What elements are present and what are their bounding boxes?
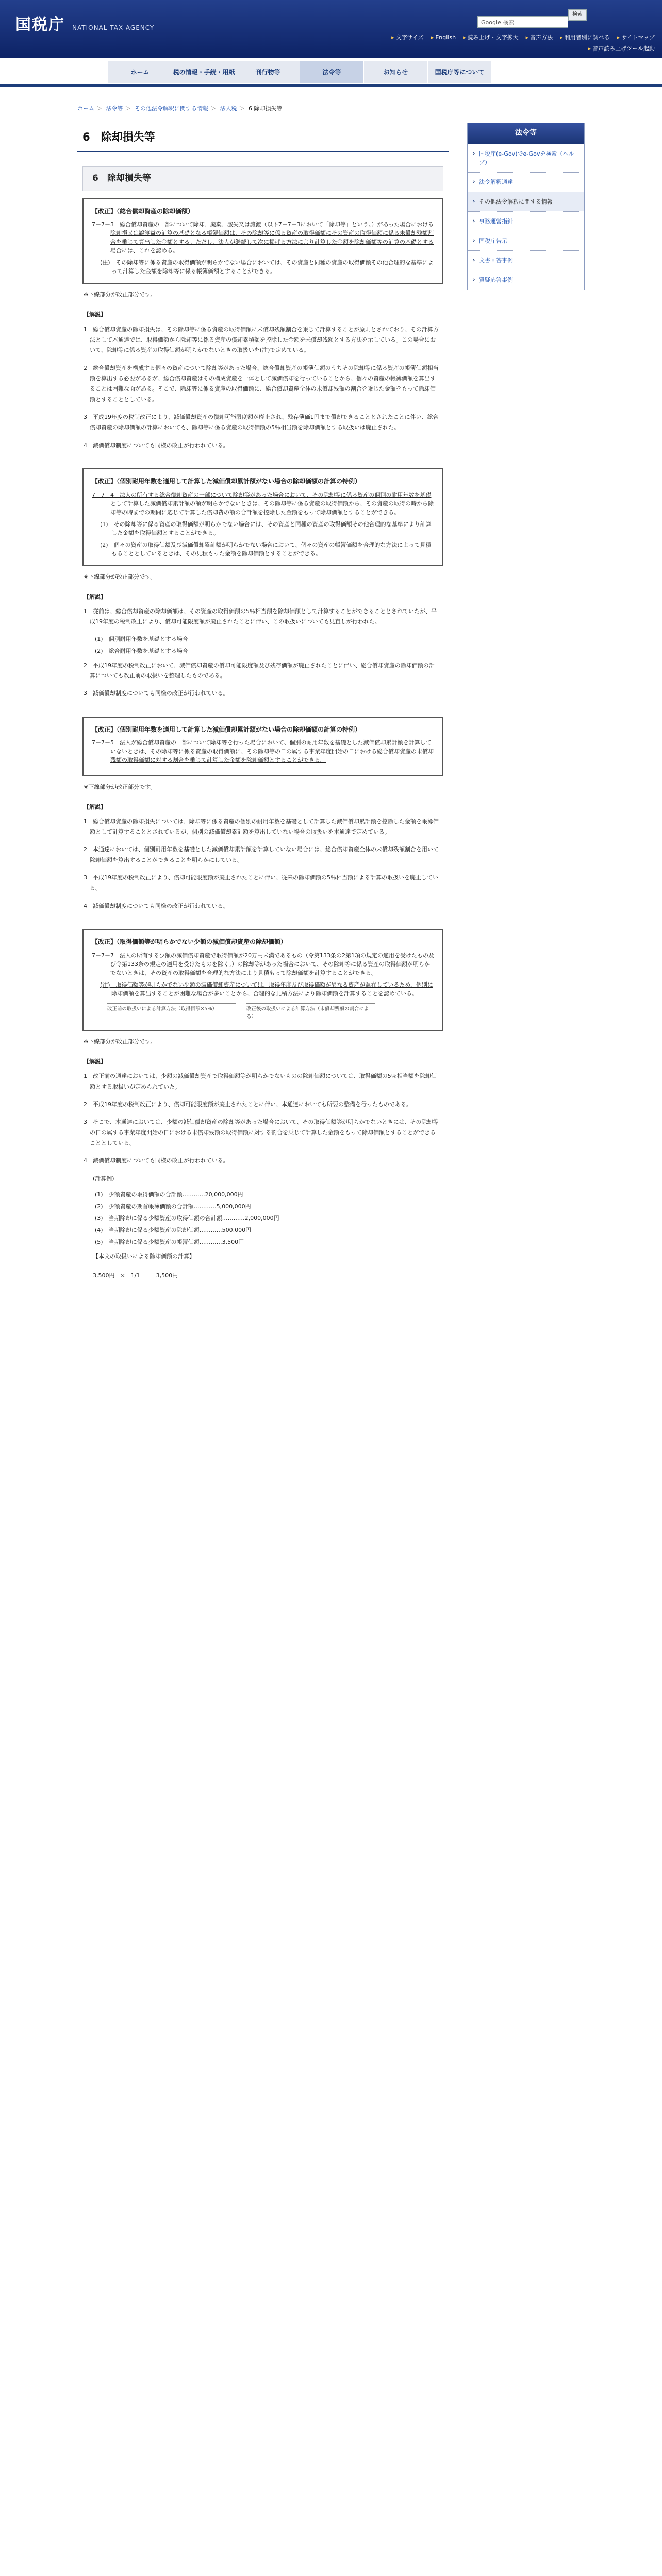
link-voice[interactable]: ▸ 音声方法 bbox=[526, 33, 553, 42]
nav-laws[interactable]: 法令等 bbox=[300, 61, 364, 83]
sidebar-item-qa[interactable]: › 質疑応答事例 bbox=[468, 270, 584, 290]
link-font-size[interactable]: ▸ 文字サイズ bbox=[391, 33, 424, 42]
comparison-col-after: 改正後の取扱いによる計算方法（未償却残額の割合による） bbox=[246, 1003, 375, 1021]
commentary-para: 2 平成19年度の税制改正において、減価償却資産の償却可能限度額及び残存価額が廃止されたことに伴い、総合償却資産の除却価額の計算についても改正前の取扱いを整理したものである。 bbox=[84, 662, 435, 680]
page-title: 6 除却損失等 bbox=[77, 123, 449, 152]
sidebar-title: 法令等 bbox=[468, 123, 584, 144]
commentary-para: 2 平成19年度の税制改正により、償却可能限度額が廃止されたことに伴い、本通達においても所要の整備を行ったものである。 bbox=[84, 1101, 412, 1108]
revision-box-4 bbox=[82, 929, 443, 1031]
revision-box-2 bbox=[82, 468, 443, 566]
link-readaloud[interactable]: ▸ 読み上げ・文字拡大 bbox=[463, 33, 519, 42]
method-list bbox=[95, 635, 449, 655]
link-voice-tool[interactable]: ▸ 音声読み上げツール起動 bbox=[588, 44, 655, 53]
commentary-para: 3 減価償却制度についても同様の改正が行われている。 bbox=[84, 690, 229, 697]
section-title: 6 除却損失等 bbox=[82, 166, 443, 191]
commentary-para: 2 総合償却資産を構成する個々の資産について除却等があった場合、総合償却資産の帳簿価額のうちその除却等に係る資産の帳簿価額相当額を算出する必要があるが、総合償却資産はその構成資産を一体として減価償却を行っていることから、個々の資産の帳簿価額を算出することは困難な面がある。そこで、除却等に係る資産の取得価額に、総合償却資産全体の未償却残額の割合を乗じた金額をもって除却価額とすることとしている。 bbox=[84, 364, 439, 403]
list-item: (5) 当期除却に係る少額資産の帳簿価額…………3,500円 bbox=[95, 1239, 244, 1246]
revision-box-label: 【改正】（取得価額等が明らかでない少額の減価償却資産の除却価額） bbox=[92, 938, 287, 946]
revision-box-label: 【改正】（個別耐用年数を適用して計算した減価償却累計額がない場合の除却価額の計算の特例） bbox=[92, 477, 361, 485]
revision-text: 7－7－7 法人の所有する少額の減価償却資産で取得価額が20万円未満であるもの（令第133条の2第1項の規定の適用を受けたもの及び令第133条の規定の適用を受けたものを除く。）の除却等があった場合において、その除却等に係る資産の取得価額が明らかでないときは、その資産の取得価額を合理的な方法により見積もって除却価額を計算することができる。 bbox=[92, 952, 434, 976]
list-item: (4) 当期除却に係る少額資産の除却価額…………500,000円 bbox=[95, 1227, 252, 1234]
breadcrumb-corporate[interactable]: 法人税 bbox=[220, 105, 237, 112]
comparison-col-before: 改正前の取扱いによる計算方法（取得価額×5%） bbox=[107, 1003, 236, 1021]
nav-about[interactable]: 国税庁等について bbox=[428, 61, 492, 83]
revision-box-label: 【改正】（総合償却資産の除却価額） bbox=[92, 207, 194, 215]
comparison-columns bbox=[107, 1003, 434, 1021]
list-item: (1) 少額資産の取得価額の合計額…………20,000,000円 bbox=[95, 1191, 243, 1198]
link-sitemap[interactable]: ▸ サイトマップ bbox=[617, 33, 655, 42]
breadcrumb-current: 6 除却損失等 bbox=[249, 105, 283, 112]
search-area bbox=[472, 9, 587, 28]
commentary-para: 1 改正前の通達においては、少額の減価償却資産で取得価額等が明らかでないものの除却価額については、取得価額の5％相当額を除却価額とする取扱いが定められていた。 bbox=[84, 1073, 437, 1090]
revision-footnote: ※下線部分が改正部分です。 bbox=[84, 573, 156, 580]
revision-box-1 bbox=[82, 198, 443, 284]
site-name-en: NATIONAL TAX AGENCY bbox=[72, 24, 155, 31]
revision-text: 7－7－4 法人の所有する総合償却資産の一部について除却等があった場合において、その除却等に係る資産の個別の耐用年数を基礎として計算した減価償却累計額の額が明らかでないときは、その除却等に係る資産の取得価額から、その資産の取得の時から除却等の時までの期間に応じて計算した償却費の額の合計額を控除した金額をもって除却価額とすることができる。 bbox=[92, 491, 434, 516]
global-nav bbox=[108, 61, 492, 83]
calc-example-label: (計算例) bbox=[93, 1175, 114, 1182]
link-by-user[interactable]: ▸ 利用者別に調べる bbox=[560, 33, 610, 42]
main-content bbox=[77, 123, 449, 1288]
nav-notices[interactable]: お知らせ bbox=[364, 61, 428, 83]
revision-box-3 bbox=[82, 717, 443, 776]
revision-box-label: 【改正】（個別耐用年数を適用して計算した減価償却累計額がない場合の除却価額の計算の特例） bbox=[92, 725, 361, 733]
commentary-para: 4 減価償却制度についても同様の改正が行われている。 bbox=[84, 442, 229, 449]
sidebar-item-guidelines[interactable]: › 事務運営指針 bbox=[468, 211, 584, 231]
commentary-label: 【解説】 bbox=[84, 1058, 106, 1065]
nav-tax-info[interactable]: 税の情報・手続・用紙 bbox=[172, 61, 236, 83]
revision-footnote: ※下線部分が改正部分です。 bbox=[84, 291, 156, 298]
breadcrumb: ホーム ＞ 法令等 ＞ その他法令解釈に関する情報 ＞ 法人税 ＞ 6 除却損失等 bbox=[77, 105, 283, 112]
commentary-para: 4 減価償却制度についても同様の改正が行われている。 bbox=[84, 1157, 229, 1164]
commentary-para: 3 そこで、本通達においては、少額の減価償却資産の除却等があった場合において、その取得価額等が明らかでないときには、その除却等の日の属する事業年度開始の日における未償却残額の取得価額に対する割合を乗じて計算した金額をもって除却価額とすることができることとしている。 bbox=[84, 1118, 439, 1147]
breadcrumb-laws[interactable]: 法令等 bbox=[106, 105, 123, 112]
sidebar-item-responses[interactable]: › 文書回答事例 bbox=[468, 250, 584, 270]
revision-note: (注) その除却等に係る資産の取得価額が明らかでない場合においては、その資産と同種の資産の取得価額その他合理的な基準によって計算した金額を除却等に係る帳簿価額とすることができる。 bbox=[100, 259, 434, 275]
commentary-label: 【解説】 bbox=[84, 803, 106, 810]
list-item: (2) 少額資産の期首帳簿価額の合計額…………5,000,000円 bbox=[95, 1203, 251, 1210]
commentary-para: 4 減価償却制度についても同様の改正が行われている。 bbox=[84, 902, 229, 909]
nav-underline bbox=[0, 84, 662, 87]
revision-text: 7－7－5 法人が総合償却資産の一部について除却等を行った場合において、個別の耐用年数を基礎とした減価償却累計額を計算していないときは、その除却等に係る資産の取得価額に、その除却等の日の属する事業年度開始の日における総合償却資産の未償却残額の取得価額に対する割合を乗じて計算した金額を除却価額とすることができる。 bbox=[92, 739, 434, 764]
revision-text: 7－7－3 総合償却資産の一部について除却、廃棄、滅失又は譲渡（以下7－7－3において「除却等」という。）があった場合における除却損又は譲渡益の計算の基礎となる帳簿価額は、その除却等に係る資産の取得価額にその資産の取得価額に係る未償却残額割合を乗じて算出した金額とする。ただし、法人が継続して次に掲げる方法により計算した金額を除却価額等の計算の基礎とする場合には、これを認める。 bbox=[92, 221, 434, 255]
revision-footnote: ※下線部分が改正部分です。 bbox=[84, 1038, 156, 1045]
commentary-para: 2 本通達においては、個別耐用年数を基礎とした減価償却累計額を計算していない場合には、総合償却資産全体の未償却残額割合を用いて除却価額を算出することができることを明らかにしている。 bbox=[84, 846, 439, 863]
commentary-para: 1 従前は、総合償却資産の除却価額は、その資産の取得価額の5％相当額を除却価額として計算することができることとされていたが、平成19年度の税制改正により、償却可能限度額が廃止されたことに伴い、この取扱いについても見直しが行われた。 bbox=[84, 607, 437, 625]
sidebar bbox=[467, 123, 585, 290]
revision-footnote: ※下線部分が改正部分です。 bbox=[84, 783, 156, 790]
search-input[interactable]: Google 検索 bbox=[477, 16, 568, 28]
calc-result-label: 【本文の取扱いによる除却価額の計算】 bbox=[93, 1253, 195, 1260]
breadcrumb-home[interactable]: ホーム bbox=[77, 105, 94, 112]
list-item: (3) 当期除却に係る少額資産の取得価額の合計額…………2,000,000円 bbox=[95, 1215, 279, 1222]
nav-publications[interactable]: 刊行物等 bbox=[236, 61, 300, 83]
revision-note: (注) 取得価額等が明らかでない少額の減価償却資産については、取得年度及び取得価額が異なる資産が混在しているため、個別に除却価額を算出することが困難な場合が多いことから、合理的な見積方法により除却価額を計算することを認めている。 bbox=[100, 981, 433, 997]
breadcrumb-other[interactable]: その他法令解釈に関する情報 bbox=[135, 105, 208, 112]
commentary-para: 1 総合償却資産の除却損失は、その除却等に係る資産の取得価額に未償却残額割合を乗じて計算することが原則とされており、その計算方法として本通達では、取得価額から除却等に係る資産の償却累積額を控除した金額を未償却残額とする方法を示している。この場合において、除却等に係る資産の取得価額が明らかでないときの取扱いを(注)で定めている。 bbox=[84, 326, 439, 354]
site-logo[interactable] bbox=[15, 13, 154, 38]
sidebar-item-egov[interactable]: › 国税庁(e-Gov)でe-Govを検索（ヘルプ） bbox=[468, 144, 584, 172]
site-header bbox=[0, 0, 662, 58]
list-item: (1) 個別耐用年数を基礎とする場合 bbox=[95, 635, 188, 642]
calc-formula: 3,500円 × 1/1 = 3,500円 bbox=[93, 1272, 178, 1279]
calc-example-list bbox=[95, 1190, 449, 1246]
site-name: 国税庁 bbox=[15, 16, 65, 34]
list-item: (2) 総合耐用年数を基礎とする場合 bbox=[95, 647, 188, 654]
sidebar-item-circulars[interactable]: › 法令解釈通達 bbox=[468, 172, 584, 192]
sidebar-item-notices[interactable]: › 国税庁告示 bbox=[468, 231, 584, 250]
sidebar-item-other-info[interactable]: › その他法令解釈に関する情報 bbox=[468, 192, 584, 211]
commentary-label: 【解説】 bbox=[84, 593, 106, 600]
commentary-para: 3 平成19年度の税制改正により、償却可能限度額が廃止されたことに伴い、従来の除却価額の5％相当額による計算の取扱いを廃止している。 bbox=[84, 874, 438, 892]
commentary-para: 3 平成19年度の税制改正により、減価償却資産の償却可能限度額が廃止され、残存簿価1円まで償却できることとされたことに伴い、総合償却資産の除却価額の計算においても、除却等に係る資産の取得価額の5％相当額を除却価額とする取扱いは廃止された。 bbox=[84, 413, 439, 431]
utility-links bbox=[351, 33, 655, 56]
commentary-label: 【解説】 bbox=[84, 311, 106, 318]
commentary-para: 1 総合償却資産の除却損失については、除却等に係る資産の個別の耐用年数を基礎として計算した減価償却累計額を控除した金額を帳簿価額として計算することとされているが、個別の減価償却累計額を算出していない場合の取扱いを本通達で定めている。 bbox=[84, 818, 439, 835]
nav-home[interactable]: ホーム bbox=[108, 61, 172, 83]
revision-item: (2) 個々の資産の取得価額及び減価償却累計額が明らかでない場合において、個々の資産の帳簿価額を合理的な方法によって見積もることとしているときは、その見積もった金額を除却価額とすることができる。 bbox=[100, 541, 432, 557]
revision-item: (1) その除却等に係る資産の取得価額が明らかでない場合には、その資産と同種の資産の取得価額その他合理的な基準により計算した金額を取得価額とすることができる。 bbox=[100, 520, 432, 536]
search-button[interactable]: 検索 bbox=[568, 9, 587, 21]
link-english[interactable]: ▸ English bbox=[431, 33, 456, 42]
